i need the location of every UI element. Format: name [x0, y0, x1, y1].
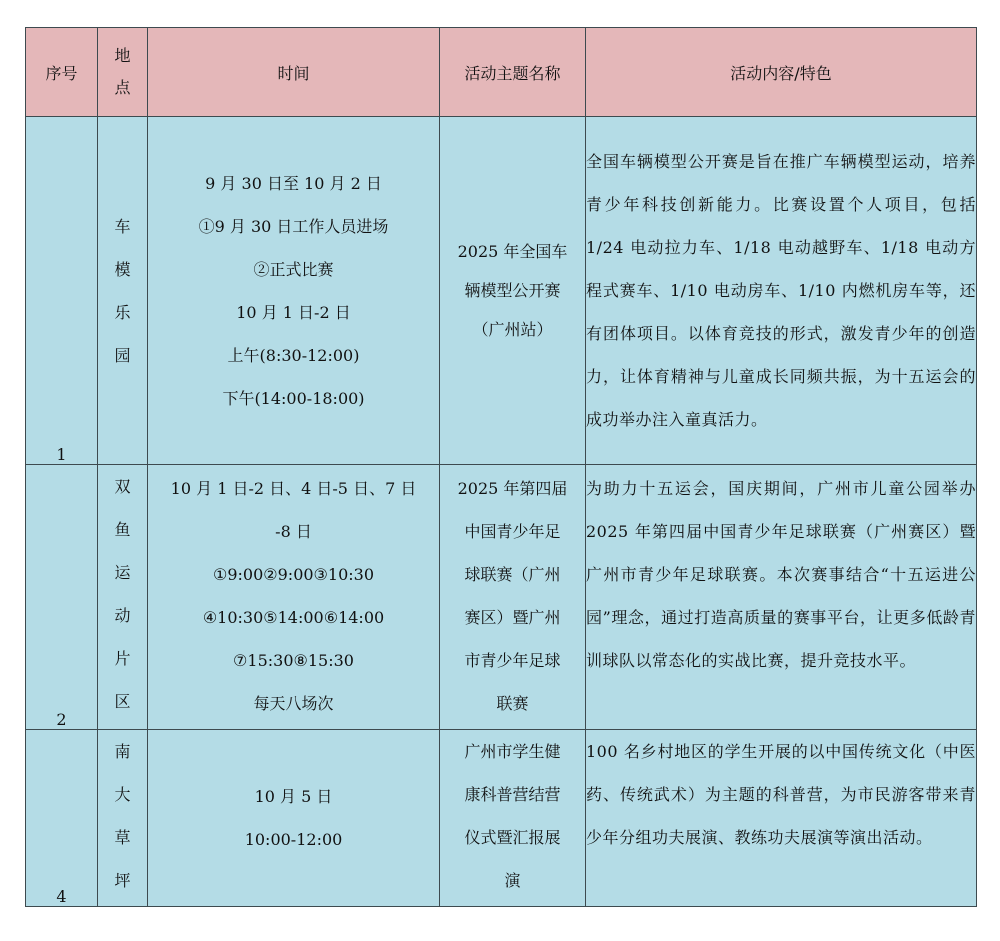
theme-line: 仪式暨汇报展: [464, 828, 561, 847]
theme-line: 球联赛（广州: [464, 565, 561, 584]
place-char: 片: [114, 649, 131, 668]
theme-line: 2025 年第四届: [457, 479, 568, 498]
place-char: 大: [114, 785, 131, 804]
place-char: 区: [114, 692, 131, 711]
theme-line: 2025 年全国车: [457, 242, 568, 261]
time-line: ①9 月 30 日工作人员进场: [198, 216, 389, 236]
header-seq: 序号: [26, 28, 98, 117]
row-content: 100 名乡村地区的学生开展的以中国传统文化（中医药、传统武术）为主题的科普营，为市民游客带来青少年分组功夫展演、教练功夫展演等演出活动。: [586, 730, 977, 907]
time-line: 10 月 1 日-2 日: [236, 302, 351, 322]
time-line: ①9:00②9:00③10:30: [213, 565, 374, 584]
row-time: [148, 465, 440, 730]
activity-schedule-table: [25, 27, 977, 907]
theme-line: 广州市学生健: [464, 742, 561, 761]
row-theme: [440, 730, 586, 907]
header-place: [98, 28, 148, 117]
header-place-line1: 地: [114, 46, 131, 65]
time-line: 10 月 5 日: [254, 787, 333, 806]
theme-line: 演: [504, 871, 521, 890]
place-char: 南: [114, 742, 131, 761]
theme-line: （广州站）: [472, 320, 553, 339]
place-char: 模: [114, 259, 131, 279]
row-place: [98, 117, 148, 465]
row-time: [148, 117, 440, 465]
time-line: 10 月 1 日-2 日、4 日-5 日、7 日: [170, 479, 417, 498]
theme-line: 康科普营结营: [464, 785, 561, 804]
place-char: 坪: [114, 871, 131, 890]
header-place-line2: 点: [114, 78, 131, 97]
theme-line: 中国青少年足: [464, 522, 561, 541]
time-line: ⑦15:30⑧15:30: [233, 651, 354, 670]
row-content: 为助力十五运会，国庆期间，广州市儿童公园举办 2025 年第四届中国青少年足球联赛（广州赛区）暨广州市青少年足球联赛。本次赛事结合“十五运进公园”理念，通过打造高质量的赛事平台，让更多低龄青训球队以常态化的实战比赛，提升竞技水平。: [586, 465, 977, 730]
time-line: 10:00-12:00: [244, 830, 343, 849]
theme-line: 辆模型公开赛: [464, 281, 561, 300]
place-char: 双: [114, 477, 131, 496]
header-row: [26, 28, 977, 117]
row-theme: [440, 117, 586, 465]
place-char: 车: [114, 216, 131, 236]
time-line: 上午(8:30-12:00): [227, 345, 360, 365]
row-content: 全国车辆模型公开赛是旨在推广车辆模型运动，培养青少年科技创新能力。比赛设置个人项目，包括 1/24 电动拉力车、1/18 电动越野车、1/18 电动方程式赛车、1/10 电动房车、1/10 内燃机房车等，还有团体项目。以体育竞技的形式，激发青少年的创造力，让体育精神与儿童成长同频共振，为十五运会的成功举办注入童真活力。: [586, 117, 977, 465]
place-char: 鱼: [114, 520, 131, 539]
place-char: 园: [114, 345, 131, 365]
header-content: 活动内容/特色: [586, 28, 977, 117]
time-line: ②正式比赛: [253, 259, 334, 279]
header-time: 时间: [148, 28, 440, 117]
row-time: [148, 730, 440, 907]
time-line: 9 月 30 日至 10 月 2 日: [205, 173, 382, 193]
row-place: [98, 465, 148, 730]
row-seq: 1: [26, 117, 98, 465]
row-seq: 4: [26, 730, 98, 907]
time-line: 下午(14:00-18:00): [222, 388, 365, 408]
row-place: [98, 730, 148, 907]
theme-line: 市青少年足球: [464, 651, 561, 670]
theme-line: 赛区）暨广州: [464, 608, 561, 627]
place-char: 乐: [114, 302, 131, 322]
row-theme: [440, 465, 586, 730]
theme-line: 联赛: [496, 694, 529, 713]
time-line: 每天八场次: [253, 694, 334, 713]
place-char: 运: [114, 563, 131, 582]
table-row: [26, 465, 977, 730]
table-row: [26, 117, 977, 465]
table-row: [26, 730, 977, 907]
time-line: -8 日: [275, 522, 312, 541]
row-seq: 2: [26, 465, 98, 730]
place-char: 动: [114, 606, 131, 625]
place-char: 草: [114, 828, 131, 847]
time-line: ④10:30⑤14:00⑥14:00: [202, 608, 385, 627]
header-theme: 活动主题名称: [440, 28, 586, 117]
